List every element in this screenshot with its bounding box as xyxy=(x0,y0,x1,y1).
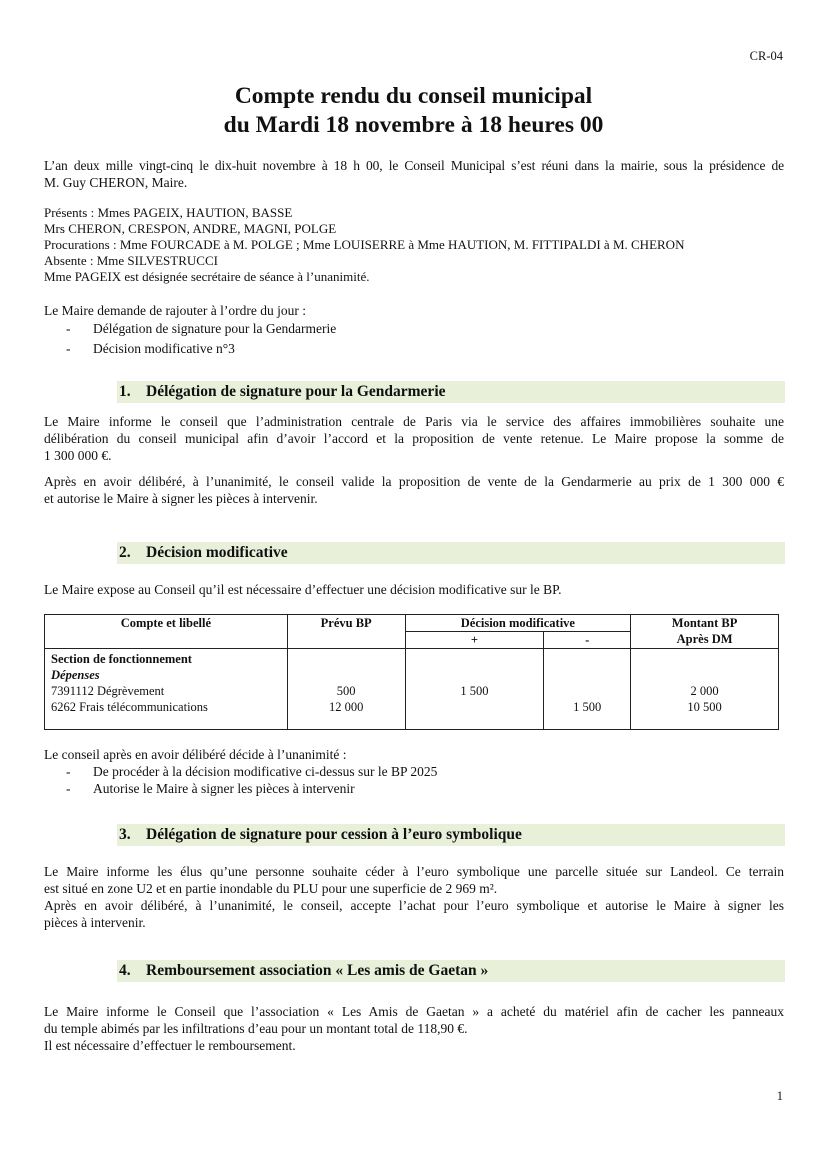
agenda-addition-intro: Le Maire demande de rajouter à l’ordre du jour : xyxy=(44,303,307,318)
decision-item: - Autorise le Maire à signer les pièces à intervenir xyxy=(66,781,355,796)
header-montant: Montant BP Après DM xyxy=(631,615,779,649)
cell-plus: 1 500 xyxy=(405,649,544,730)
page-number: 1 xyxy=(776,1089,783,1103)
header-plus: + xyxy=(405,632,544,649)
table-header-row xyxy=(45,615,779,632)
agenda-item: - Délégation de signature pour la Gendarmerie xyxy=(66,321,337,336)
presents-men: Mrs CHERON, CRESPON, ANDRE, MAGNI, POLGE xyxy=(44,221,337,236)
section-heading-4: 4. Remboursement association « Les amis de Gaetan » xyxy=(117,960,785,982)
section-2-intro: Le Maire expose au Conseil qu’il est nécessaire d’effectuer une décision modificative sur le BP. xyxy=(44,582,562,597)
section-heading-1: 1. Délégation de signature pour la Gendarmerie xyxy=(117,381,785,403)
header-decision: Décision modificative xyxy=(405,615,631,632)
header-compte: Compte et libellé xyxy=(45,615,288,649)
agenda-item: - Décision modificative n°3 xyxy=(66,341,235,356)
decision-item: - De procéder à la décision modificative ci-dessus sur le BP 2025 xyxy=(66,764,438,779)
section-heading-3: 3. Délégation de signature pour cession à l’euro symbolique xyxy=(117,824,785,846)
cell-montant: 2 000 10 500 xyxy=(631,649,779,730)
section-3-paragraph: Le Maire informe les élus qu’une personne souhaite céder à l’euro symbolique une parcelle située sur Landeol. Ce terrain est situé en zone U2 et en partie inondable du PLU pour une superficie de 2 969 m². Après en avoir délibéré, à l’unanimité, le conseil, accepte l’achat pour l’euro symbolique et autorise le Maire à signer les pièces à intervenir. xyxy=(44,864,784,930)
cell-compte: Section de fonctionnement Dépenses 7391112 Dégrèvement 6262 Frais télécommunications xyxy=(45,649,288,730)
absente: Absente : Mme SILVESTRUCCI xyxy=(44,253,218,268)
section-heading-2: 2. Décision modificative xyxy=(117,542,785,564)
header-minus: - xyxy=(544,632,631,649)
section-1-paragraph-1: Le Maire informe le conseil que l’administration centrale de Paris via le service des affaires immobilières souhaite une délibération du conseil municipal afin d’avoir l’accord et la proposition de vente retenue. Le Maire propose la somme de 1 300 000 €. xyxy=(44,414,784,463)
section-1-paragraph-2: Après en avoir délibéré, à l’unanimité, le conseil valide la proposition de vente de la Gendarmerie au prix de 1 300 000 € et autorise le Maire à signer les pièces à intervenir. xyxy=(44,474,784,506)
cell-minus: 1 500 xyxy=(544,649,631,730)
presents-women: Présents : Mmes PAGEIX, HAUTION, BASSE xyxy=(44,205,293,220)
section-4-paragraph: Le Maire informe le Conseil que l’association « Les Amis de Gaetan » a acheté du matériel afin de cacher les panneaux du temple abimés par les infiltrations d’eau pour un montant total de 118,90 €. Il est nécessaire d’effectuer le remboursement. xyxy=(44,1004,784,1053)
section-2-conclusion: Le conseil après en avoir délibéré décide à l’unanimité : xyxy=(44,747,347,762)
table-row xyxy=(45,649,779,730)
intro-paragraph: L’an deux mille vingt-cinq le dix-huit novembre à 18 h 00, le Conseil Municipal s’est réuni dans la mairie, sous la présidence de M. Guy CHERON, Maire. xyxy=(44,158,784,190)
header-prevu: Prévu BP xyxy=(287,615,405,649)
cell-prevu: 500 12 000 xyxy=(287,649,405,730)
attendance-block xyxy=(44,205,784,285)
page-title xyxy=(0,82,827,140)
document-reference: CR-04 xyxy=(749,49,783,63)
title-line-2: du Mardi 18 novembre à 18 heures 00 xyxy=(223,112,604,138)
procurations: Procurations : Mme FOURCADE à M. POLGE ; Mme LOUISERRE à Mme HAUTION, M. FITTIPALDI à M. CHERON xyxy=(44,237,685,252)
decision-modificative-table xyxy=(44,614,779,730)
title-line-1: Compte rendu du conseil municipal xyxy=(234,83,593,109)
secretaire: Mme PAGEIX est désignée secrétaire de séance à l’unanimité. xyxy=(44,269,370,284)
